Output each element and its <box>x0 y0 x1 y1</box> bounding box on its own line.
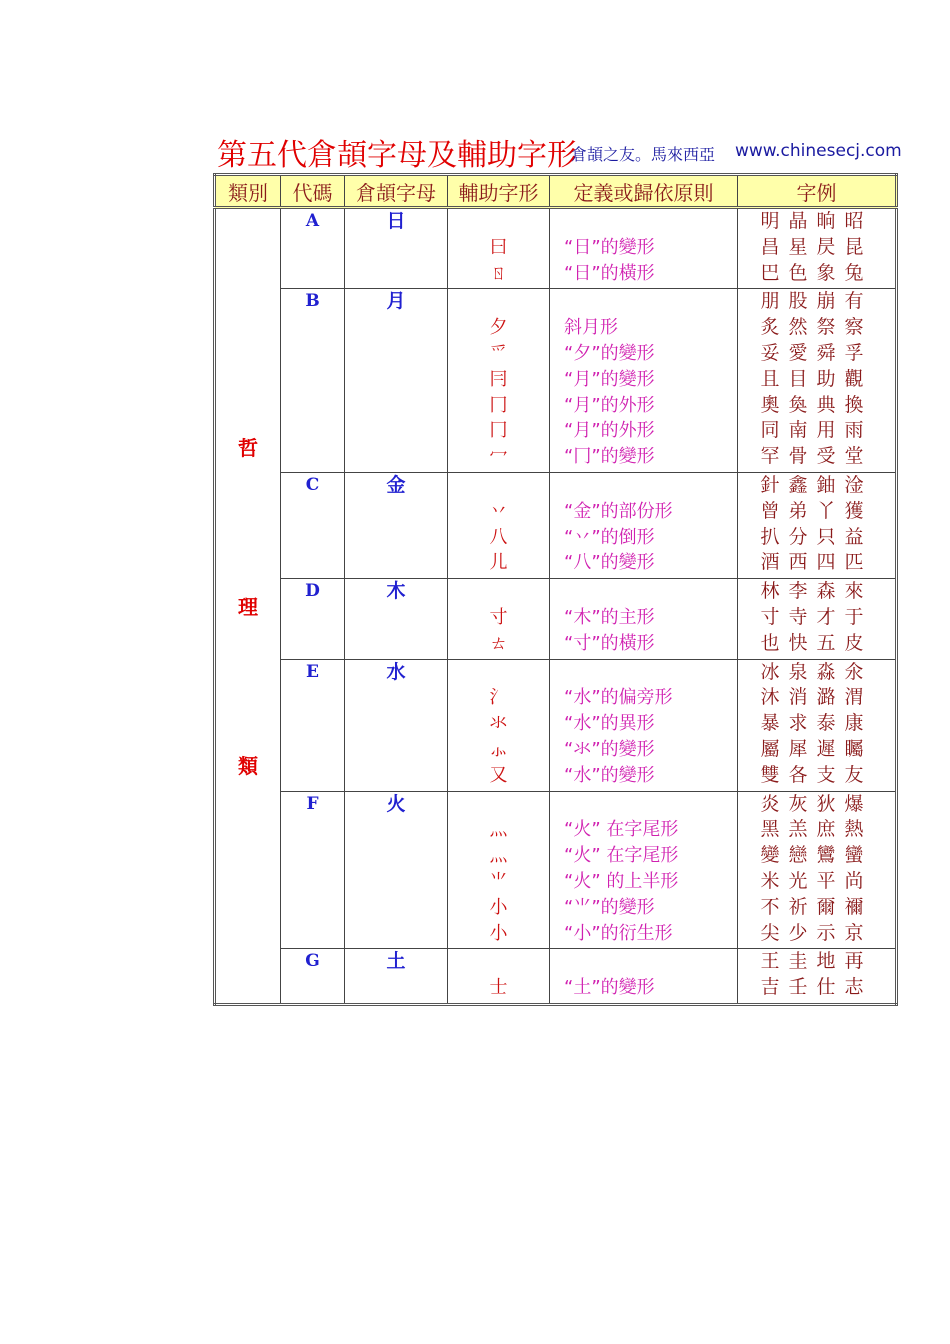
definition-text: “八”的變形 <box>564 552 655 574</box>
definition-text: “日”的橫形 <box>564 262 655 284</box>
cangjie-letter: 月 <box>386 290 406 313</box>
letter-cell <box>345 208 448 289</box>
definition-text: “冂”的變形 <box>564 446 655 468</box>
definition-text: “夕”的變形 <box>564 342 655 364</box>
aux-form: 小 <box>489 922 508 944</box>
example-chars: 同南用雨 <box>760 419 873 442</box>
example-chars: 暴求泰康 <box>760 712 873 735</box>
example-chars: 且目助觀 <box>760 367 873 390</box>
aux-cell <box>448 949 550 1005</box>
example-chars: 尖少示京 <box>760 921 873 944</box>
code-letter: E <box>306 661 319 682</box>
aux-form: 夕 <box>489 317 508 339</box>
definition-text <box>550 289 737 315</box>
code-cell <box>281 208 345 289</box>
header-aux-form: 輔助字形 <box>448 175 550 208</box>
example-chars: 明晶晌昭 <box>760 210 873 232</box>
aux-form: 曰 <box>489 236 508 258</box>
aux-cell <box>448 791 550 949</box>
example-chars: 昌星昃昆 <box>760 235 873 258</box>
def-cell <box>550 472 738 578</box>
code-cell <box>281 659 345 791</box>
example-chars: 寸寺才于 <box>760 605 873 628</box>
category-char: 理 <box>238 595 258 620</box>
publisher-label: 倉頡之友。馬來西亞 <box>571 145 716 164</box>
aux-form <box>448 209 549 235</box>
code-letter: F <box>306 793 319 814</box>
def-cell <box>550 659 738 791</box>
example-chars: 罕骨受堂 <box>760 445 873 468</box>
aux-form: 小 <box>489 896 508 918</box>
code-letter: C <box>305 474 320 495</box>
definition-text: “⺌”的變形 <box>564 896 655 918</box>
definition-text <box>550 949 737 975</box>
definition-text: “土”的變形 <box>564 977 655 999</box>
definition-text: “水”的偏旁形 <box>564 687 673 709</box>
aux-form: 灬 <box>489 845 508 867</box>
header-letter: 倉頡字母 <box>345 175 448 208</box>
group-row <box>215 208 897 289</box>
aux-form: 冃 <box>489 368 508 390</box>
aux-form: 又 <box>489 764 508 786</box>
def-cell <box>550 289 738 473</box>
example-chars: 朋股崩有 <box>760 290 873 313</box>
example-chars: 雙各支友 <box>760 763 873 786</box>
aux-form: 冖 <box>489 446 508 468</box>
letter-cell <box>345 949 448 1005</box>
examples-cell <box>738 949 897 1005</box>
def-cell <box>550 791 738 949</box>
code-cell <box>281 949 345 1005</box>
examples-cell <box>738 791 897 949</box>
aux-form: 氺 <box>489 713 508 735</box>
code-cell <box>281 791 345 949</box>
example-chars: 針鑫鈾淦 <box>760 473 873 496</box>
definition-text: “月”的外形 <box>564 394 655 416</box>
examples-cell <box>738 289 897 473</box>
aux-cell <box>448 579 550 659</box>
examples-cell <box>738 579 897 659</box>
category-char: 哲 <box>238 436 258 461</box>
examples-cell <box>738 472 897 578</box>
example-chars: 冰泉淼氽 <box>760 660 873 683</box>
aux-cell <box>448 289 550 473</box>
example-chars: 不祈爾禰 <box>760 895 873 918</box>
header-examples: 字例 <box>738 175 897 208</box>
def-cell <box>550 208 738 289</box>
group-row <box>215 289 897 473</box>
example-chars: 炎灰狄爆 <box>760 792 873 815</box>
definition-text: “木”的主形 <box>564 606 655 628</box>
definition-text: “金”的部份形 <box>564 500 673 522</box>
example-chars: 酒西四匹 <box>760 551 873 574</box>
definition-text: “水”的異形 <box>564 713 655 735</box>
header-code: 代碼 <box>281 175 345 208</box>
example-chars: 米光平尚 <box>760 869 873 892</box>
category-label <box>216 432 280 779</box>
definition-text: “水”的變形 <box>564 764 655 786</box>
group-row <box>215 791 897 949</box>
definition-text <box>550 209 737 235</box>
example-chars: 曾弟丫獲 <box>760 499 873 522</box>
aux-form: 氵 <box>489 687 508 709</box>
aux-form: 八 <box>489 526 508 548</box>
definition-text: “月”的變形 <box>564 368 655 390</box>
aux-form: 儿 <box>489 552 508 574</box>
example-chars: 王圭地再 <box>760 950 873 973</box>
aux-form: 冂 <box>489 420 508 442</box>
cangjie-table <box>213 173 898 1006</box>
definition-text: “小”的衍生形 <box>564 922 673 944</box>
aux-form: 冂 <box>489 394 508 416</box>
code-cell <box>281 579 345 659</box>
group-row <box>215 659 897 791</box>
aux-cell <box>448 472 550 578</box>
example-chars: 炙然祭察 <box>760 316 873 339</box>
example-chars: 妥愛舜孚 <box>760 341 873 364</box>
definition-text: “火” 在字尾形 <box>564 819 679 841</box>
code-letter: D <box>305 581 320 602</box>
example-chars: 變戀鸞蠻 <box>760 844 873 867</box>
example-chars: 巴色象兔 <box>760 261 873 284</box>
aux-form: ㄖ <box>489 262 508 284</box>
page-title: 第五代倉頡字母及輔助字形 <box>217 138 577 173</box>
example-chars: 扒分只益 <box>760 525 873 548</box>
aux-form <box>448 579 549 605</box>
code-cell <box>281 472 345 578</box>
letter-cell <box>345 579 448 659</box>
aux-form <box>448 949 549 975</box>
example-chars: 奧奐典換 <box>760 393 873 416</box>
aux-form: 爫 <box>489 342 508 364</box>
aux-form: 寸 <box>489 606 508 628</box>
example-chars: 屬犀遲矚 <box>760 737 873 760</box>
aux-form <box>448 792 549 818</box>
group-row <box>215 579 897 659</box>
header-row <box>215 175 897 208</box>
example-chars: 黑羔庶熱 <box>760 818 873 841</box>
definition-text: “寸”的橫形 <box>564 632 655 654</box>
example-chars: 吉壬仕志 <box>760 976 873 999</box>
definition-text: “火” 在字尾形 <box>564 845 679 867</box>
aux-form: ⺗ <box>489 738 508 760</box>
aux-form: 士 <box>489 977 508 999</box>
code-cell <box>281 289 345 473</box>
examples-cell <box>738 208 897 289</box>
examples-cell <box>738 659 897 791</box>
cangjie-letter: 金 <box>386 473 406 496</box>
cangjie-letter: 日 <box>386 210 406 232</box>
example-chars: 林李森來 <box>760 580 873 603</box>
category-char: 類 <box>238 754 258 779</box>
code-letter: B <box>305 291 320 312</box>
title-row <box>217 130 902 173</box>
definition-text: 斜月形 <box>564 317 618 339</box>
letter-cell <box>345 659 448 791</box>
definition-text: “月”的外形 <box>564 420 655 442</box>
example-chars: 也快五皮 <box>760 631 873 654</box>
aux-cell <box>448 659 550 791</box>
def-cell <box>550 949 738 1005</box>
definition-text <box>550 473 737 499</box>
example-chars: 沐消潞渭 <box>760 686 873 709</box>
cangjie-letter: 水 <box>386 660 406 683</box>
header-category: 類別 <box>215 175 281 208</box>
group-row <box>215 472 897 578</box>
category-cell <box>215 208 281 1005</box>
definition-text: “丷”的倒形 <box>564 526 655 548</box>
definition-text <box>550 792 737 818</box>
cangjie-letter: 火 <box>386 792 406 815</box>
header-definition: 定義或歸依原則 <box>550 175 738 208</box>
aux-cell <box>448 208 550 289</box>
definition-text: “火” 的上半形 <box>564 870 679 892</box>
letter-cell <box>345 472 448 578</box>
code-letter: A <box>305 211 320 231</box>
definition-text <box>550 660 737 686</box>
letter-cell <box>345 289 448 473</box>
group-row <box>215 949 897 1005</box>
letter-cell <box>345 791 448 949</box>
aux-form: 丷 <box>489 500 508 522</box>
code-letter: G <box>305 951 320 972</box>
cangjie-letter: 木 <box>386 580 406 603</box>
aux-form <box>448 660 549 686</box>
def-cell <box>550 579 738 659</box>
definition-text: “日”的變形 <box>564 236 655 258</box>
cangjie-letter: 土 <box>386 950 406 973</box>
definition-text <box>550 579 737 605</box>
website-url: www.chinesecj.com <box>735 141 902 161</box>
aux-form <box>448 289 549 315</box>
aux-form <box>448 473 549 499</box>
definition-text: “氺”的變形 <box>564 738 655 760</box>
aux-form: ㄊ <box>489 632 508 654</box>
aux-form: ⺌ <box>489 870 508 892</box>
aux-form: 灬 <box>489 819 508 841</box>
